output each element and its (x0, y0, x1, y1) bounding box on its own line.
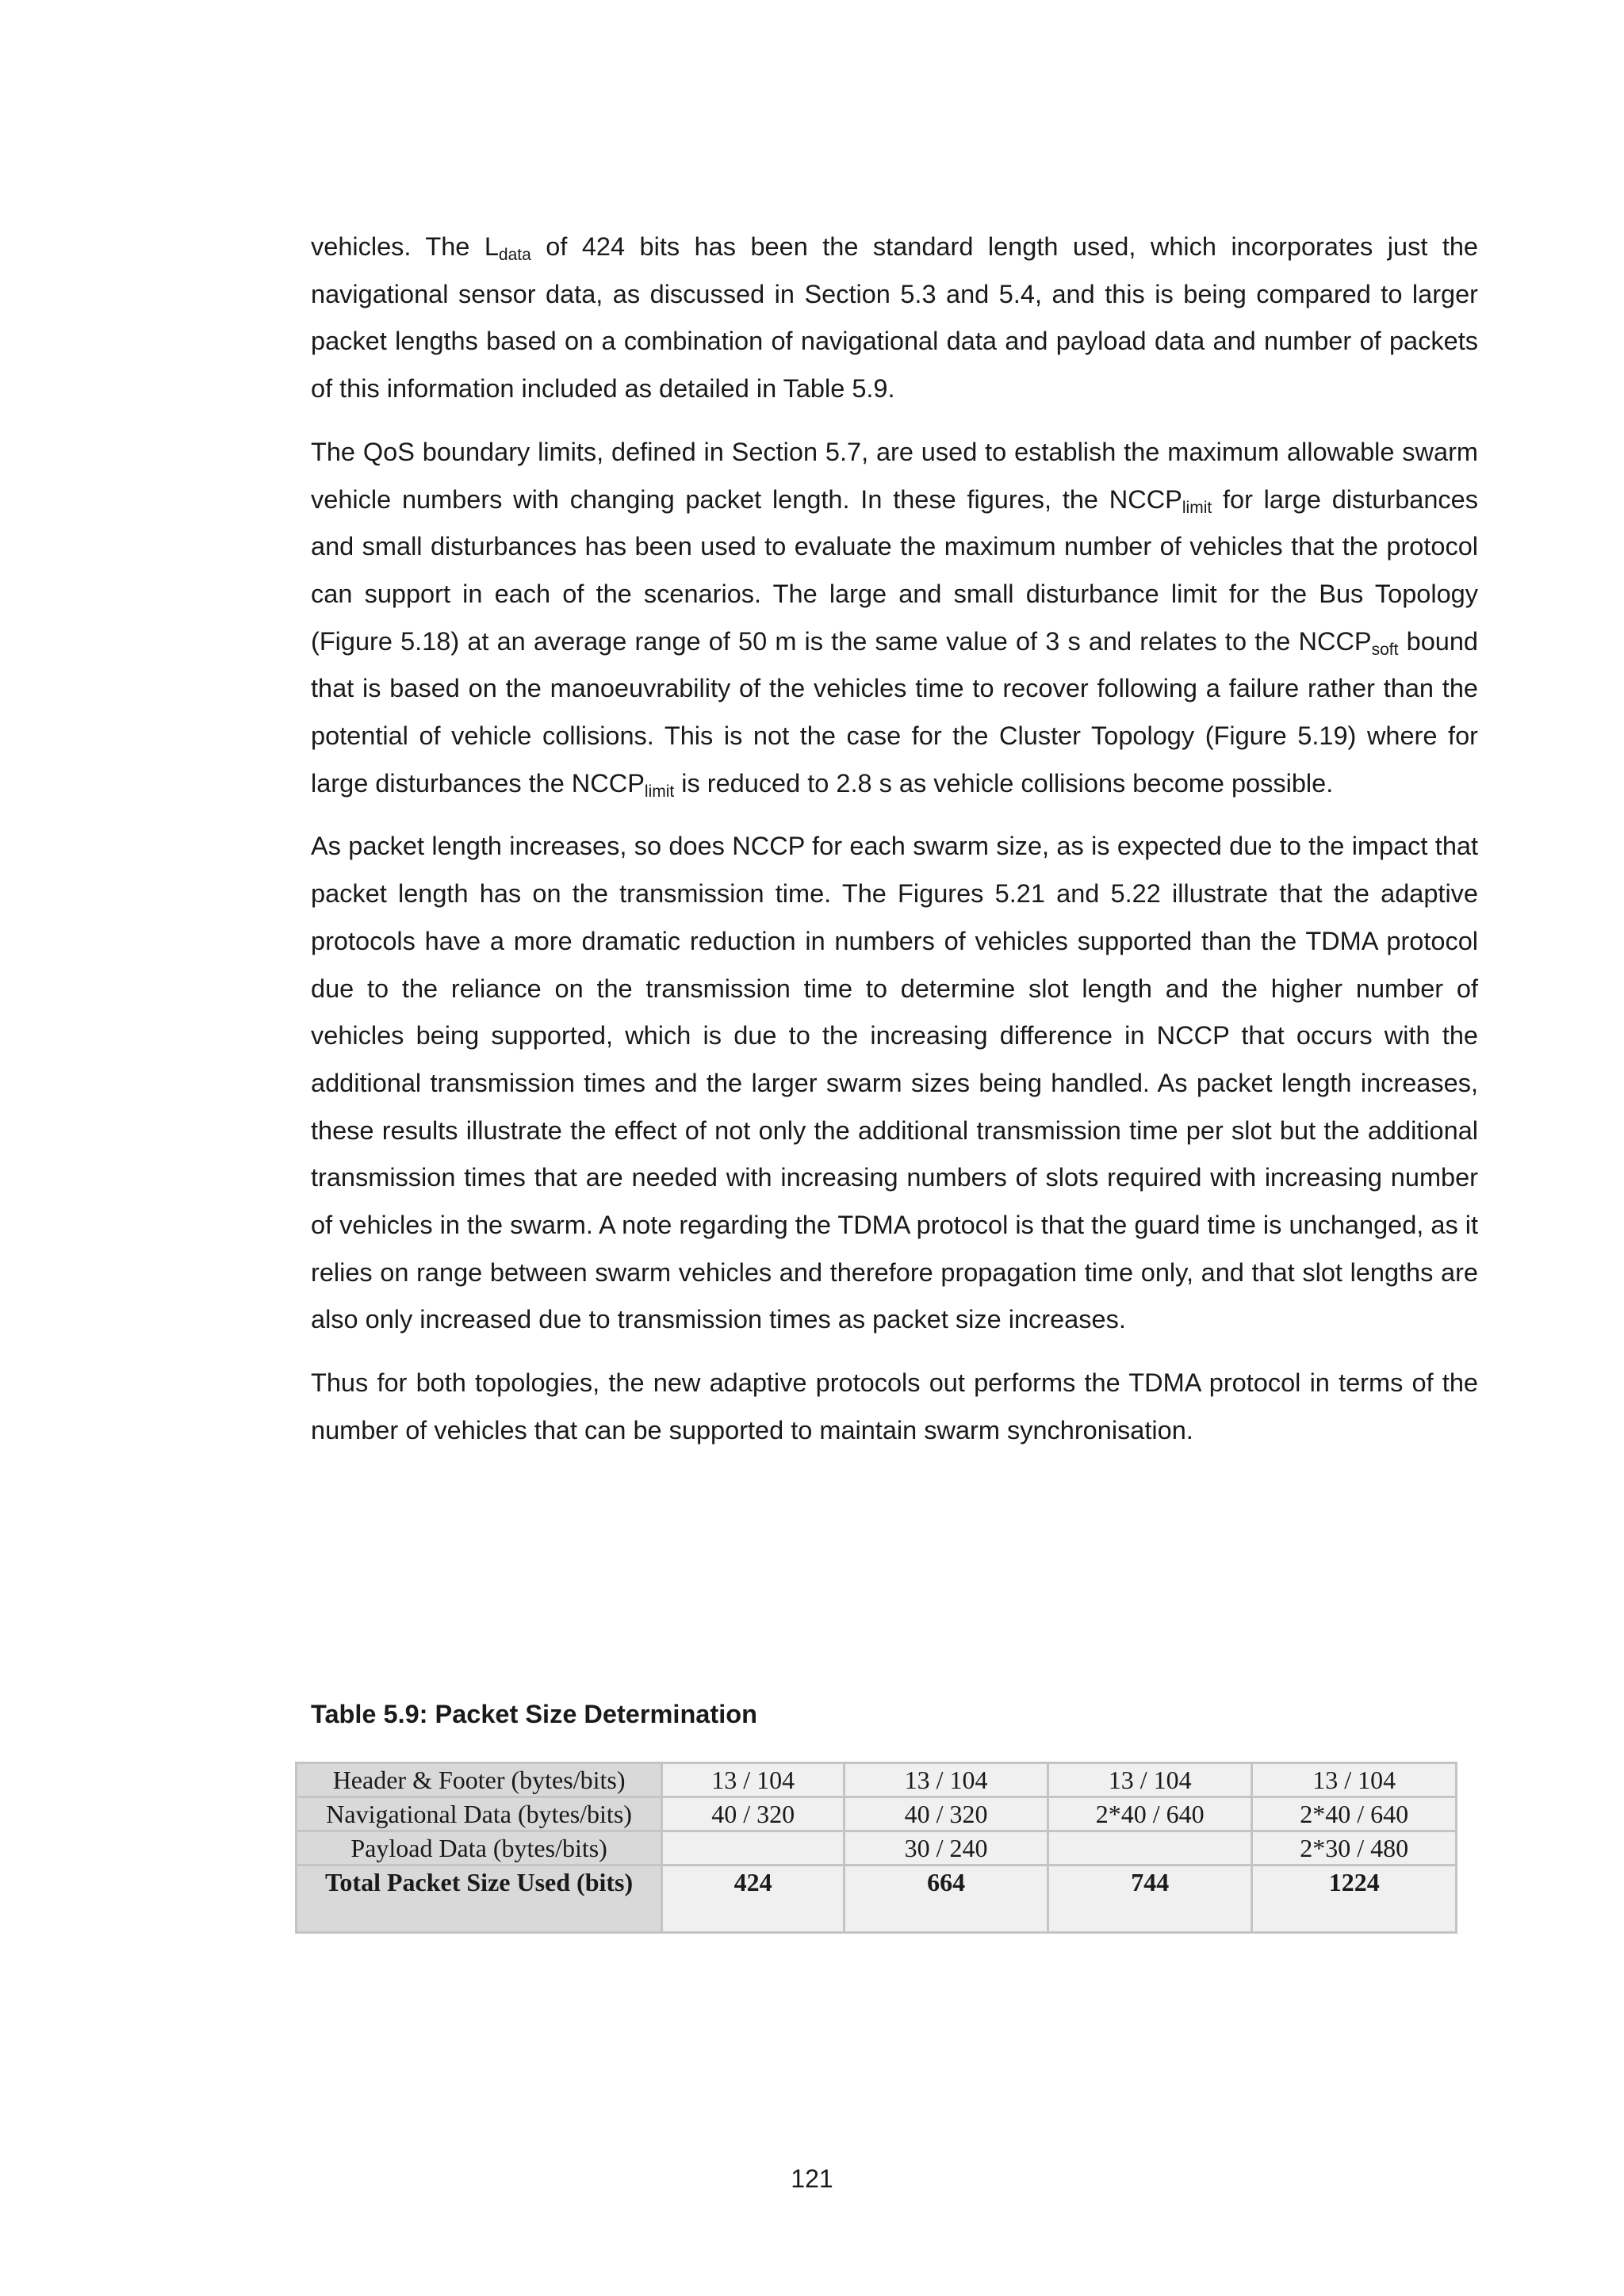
table-cell: 30 / 240 (845, 1831, 1048, 1866)
table-cell: 40 / 320 (845, 1797, 1048, 1831)
table-cell: 424 (662, 1866, 845, 1933)
body-text (311, 224, 1478, 1471)
row-label: Total Packet Size Used (bits) (297, 1866, 662, 1933)
table-cell (1048, 1831, 1251, 1866)
page-number: 121 (791, 2164, 833, 2193)
paragraph-1 (311, 224, 1478, 413)
table-caption: Table 5.9: Packet Size Determination (311, 1700, 757, 1728)
row-label: Navigational Data (bytes/bits) (297, 1797, 662, 1831)
paragraph-1-text-b: of 424 bits has been the standard length used, which incorporates just the navigational sensor data, as discussed in Section 5.3 and 5.4, and this is being compared to larger packet lengths based on a combination of navigational data and payload data and number of packets of this information included as detailed in Table 5.9. (311, 232, 1479, 404)
subscript-limit: limit (1182, 498, 1212, 517)
table-cell: 40 / 320 (662, 1797, 845, 1831)
table-cell: 744 (1048, 1866, 1251, 1933)
table-cell: 664 (845, 1866, 1048, 1933)
table-cell (662, 1831, 845, 1866)
subscript-data: data (498, 246, 531, 264)
paragraph-4: Thus for both topologies, the new adaptive protocols out performs the TDMA protocol in terms of the number of vehicles that can be supported to maintain swarm synchronisation. (311, 1368, 1478, 1445)
table-cell: 13 / 104 (1048, 1763, 1251, 1797)
table-cell: 1224 (1252, 1866, 1457, 1933)
paragraph-1-text-a: vehicles. The L (311, 232, 499, 261)
paragraph-2 (311, 429, 1478, 808)
packet-size-table (295, 1762, 1457, 1934)
subscript-limit: limit (644, 782, 675, 801)
table-row (297, 1831, 1457, 1866)
paragraph-2-text-a: The QoS boundary limits, defined in Section 5.7, are used to establish the maximum allowable swarm vehicle numbers with changing packet length. In these figures, the NCCP (311, 437, 1478, 514)
table-row (297, 1797, 1457, 1831)
table-cell: 2*40 / 640 (1048, 1797, 1251, 1831)
paragraph-2-text-d: is reduced to 2.8 s as vehicle collisions become possible. (674, 768, 1334, 798)
paragraph-3: As packet length increases, so does NCCP for each swarm size, as is expected due to the impact that packet length has on the transmission time. The Figures 5.21 and 5.22 illustrate that the adaptive protocols have a more dramatic reduction in numbers of vehicles supported than the TDMA protocol due to the reliance on the transmission time to determine slot length and the higher number of vehicles being supported, which is due to the increasing difference in NCCP that occurs with the additional transmission times and the larger swarm sizes being handled. As packet length increases, these results illustrate the effect of not only the additional transmission time per slot but the additional transmission times that are needed with increasing numbers of slots required with increasing number of vehicles in the swarm. A note regarding the TDMA protocol is that the guard time is unchanged, as it relies on range between swarm vehicles and therefore propagation time only, and that slot lengths are also only increased due to transmission times as packet size increases. (311, 832, 1478, 1334)
row-label: Header & Footer (bytes/bits) (297, 1763, 662, 1797)
subscript-soft: soft (1371, 640, 1399, 659)
table-cell: 13 / 104 (1252, 1763, 1457, 1797)
table-cell: 13 / 104 (662, 1763, 845, 1797)
table-cell: 2*40 / 640 (1252, 1797, 1457, 1831)
row-label: Payload Data (bytes/bits) (297, 1831, 662, 1866)
paragraph-2-text-c: bound that is based on the manoeuvrability of the vehicles time to recover following a failure rather than the potential of vehicle collisions. This is not the case for the Cluster Topology (Figure 5.19) where for large disturbances the NCCP (311, 626, 1479, 798)
table-row-total (297, 1866, 1457, 1933)
paragraph-2-text-b: for large disturbances and small disturbances has been used to evaluate the maximum number of vehicles that the protocol can support in each of the scenarios. The large and small disturbance limit for the Bus Topology (Figure 5.18) at an average range of 50 m is the same value of 3 s and relates to the NCCP (311, 484, 1478, 656)
table-row (297, 1763, 1457, 1797)
table-cell: 2*30 / 480 (1252, 1831, 1457, 1866)
table-cell: 13 / 104 (845, 1763, 1048, 1797)
